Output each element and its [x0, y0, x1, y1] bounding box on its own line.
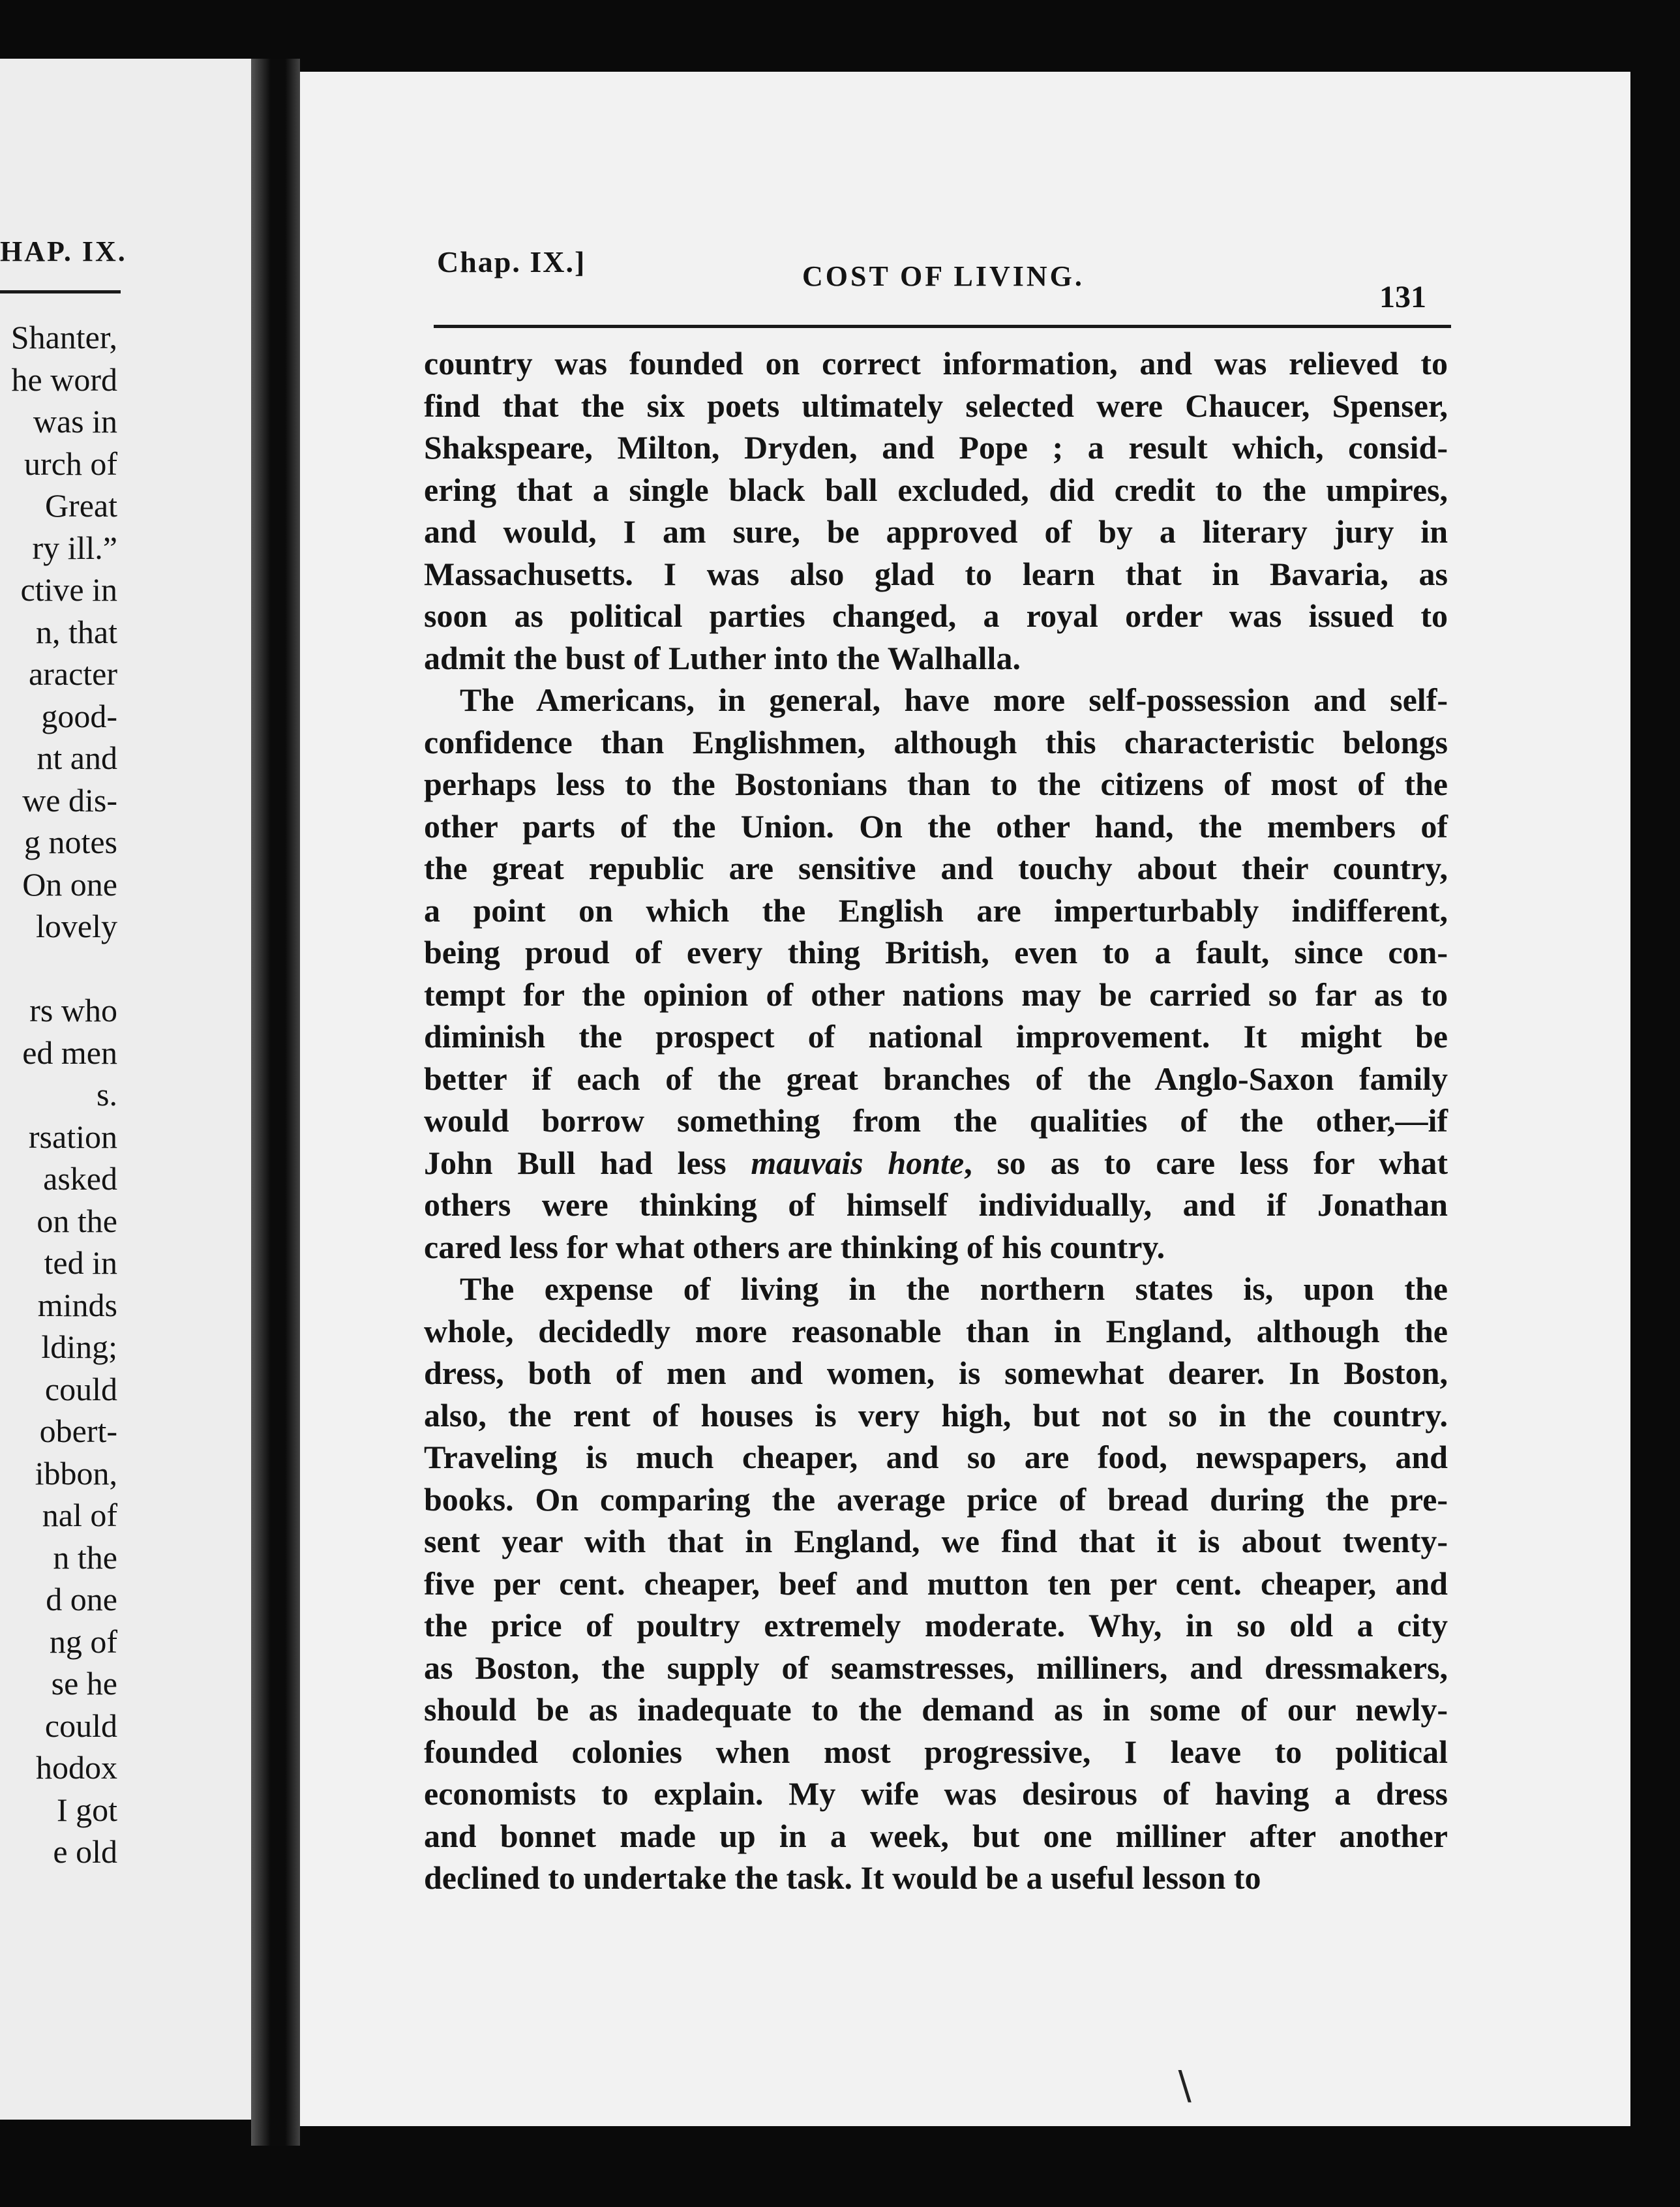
left-text-line: on the [37, 1202, 117, 1239]
text-line: admit the bust of Luther into the Walhalla. [424, 639, 1021, 676]
text-line: also, the rent of houses is very high, but not so in the country. [424, 1396, 1448, 1434]
head-rule [434, 325, 1451, 328]
text-line: perhaps less to the Bostonians than to the citizens of most of the [424, 766, 1448, 802]
text-line: diminish the prospect of national improvement. It might be [424, 1018, 1448, 1055]
paragraph [424, 1268, 1448, 1899]
left-text-line: rsation [28, 1118, 117, 1155]
left-running-head: HAP. IX. [0, 235, 127, 267]
left-text-line: nt and [37, 740, 117, 776]
paragraph [424, 679, 1448, 1268]
text-line: dress, both of men and women, is somewhat dearer. In Boston, [424, 1355, 1448, 1391]
left-text-line: aracter [29, 655, 117, 692]
left-page [0, 59, 251, 2120]
text-line: The expense of living in the northern states is, upon the [460, 1270, 1448, 1307]
text-line: Massachusetts. I was also glad to learn that in Bavaria, as [424, 555, 1448, 592]
text-line: and bonnet made up in a week, but one milliner after another [424, 1817, 1448, 1854]
left-head-rule [0, 290, 121, 293]
left-text-line: ng of [49, 1623, 117, 1660]
text-line: the price of poultry extremely moderate. Why, in so old a city [424, 1607, 1448, 1644]
left-text-line: ry ill.” [32, 529, 117, 566]
left-page-text [0, 316, 117, 1873]
book-gutter [251, 59, 300, 2146]
text-line: whole, decidedly more reasonable than in England, although the [424, 1312, 1448, 1349]
text-line: being proud of every thing British, even to a fault, since con- [424, 934, 1448, 970]
left-text-line: Shanter, [10, 319, 117, 355]
left-text-line: g notes [23, 824, 117, 860]
left-text-line: se he [51, 1665, 117, 1702]
left-text-line: could [44, 1707, 117, 1744]
left-text-line: n, that [36, 613, 117, 650]
text-line: and would, I am sure, be approved of by a literary jury in [424, 513, 1448, 550]
right-page [300, 72, 1630, 2126]
left-text-line: could [44, 1370, 117, 1407]
left-text-line: I got [56, 1791, 117, 1828]
text-line: a point on which the English are imperturbably indifferent, [424, 892, 1448, 929]
left-text-line: On one [22, 865, 117, 903]
left-text-line: Great [44, 487, 117, 524]
text-line: the great republic are sensitive and touchy about their country, [424, 850, 1448, 886]
left-text-line: ibbon, [35, 1454, 117, 1492]
text-line: declined to undertake the task. It would be a useful lesson to [424, 1859, 1261, 1896]
text-line: founded colonies when most progressive, I leave to political [424, 1733, 1448, 1770]
chapter-label: Chap. IX.] [437, 245, 586, 278]
left-text-line: nal of [42, 1497, 117, 1533]
text-line: Shakspeare, Milton, Dryden, and Pope ; a result which, consid- [424, 429, 1448, 466]
page-number: 131 [1379, 280, 1426, 314]
left-text-line: urch of [24, 445, 117, 482]
left-text-line: we dis- [22, 781, 117, 818]
body-text [424, 342, 1448, 1899]
paragraph [424, 342, 1448, 679]
left-text-line: n the [53, 1539, 117, 1576]
text-line: find that the six poets ultimately selected were Chaucer, Spenser, [424, 387, 1448, 424]
text-line: country was founded on correct information, and was relieved to [424, 345, 1448, 382]
text-line: cared less for what others are thinking of his country. [424, 1228, 1165, 1265]
text-line: books. On comparing the average price of bread during the pre- [424, 1480, 1448, 1518]
text-line: five per cent. cheaper, beef and mutton ten per cent. cheaper, and [424, 1565, 1448, 1602]
text-line: others were thinking of himself individually, and if Jonathan [424, 1186, 1448, 1223]
left-text-line: e old [53, 1833, 117, 1870]
left-text-line: minds [37, 1286, 117, 1323]
left-text-line: d one [46, 1581, 117, 1617]
text-line: economists to explain. My wife was desirous of having a dress [424, 1775, 1448, 1812]
text-line: better if each of the great branches of the Anglo-Saxon family [424, 1060, 1448, 1097]
left-text-line: good- [41, 697, 117, 734]
left-text-line: ted in [44, 1244, 117, 1281]
left-text-line: s. [97, 1076, 117, 1113]
text-line: would borrow something from the qualities of the other,—if [424, 1102, 1448, 1139]
left-text-line: was in [33, 403, 117, 440]
left-text-line: asked [43, 1160, 117, 1197]
text-line: tempt for the opinion of other nations may be carried so far as to [424, 976, 1448, 1013]
text-line: confidence than Englishmen, although this characteristic belongs [424, 723, 1448, 760]
left-text-line: hodox [36, 1749, 117, 1786]
text-line: The Americans, in general, have more self-possession and self- [460, 682, 1448, 718]
text-line: sent year with that in England, we find that it is about twenty- [424, 1523, 1448, 1559]
text-line: other parts of the Union. On the other hand, the members of [424, 807, 1448, 845]
text-line: John Bull had less mauvais honte, so as to care less for what [424, 1144, 1448, 1181]
left-text-line: ed men [22, 1034, 117, 1071]
left-text-line: ctive in [20, 571, 117, 608]
text-line: Traveling is much cheaper, and so are food, newspapers, and [424, 1439, 1448, 1475]
left-text-line: rs who [29, 992, 117, 1028]
text-line: soon as political parties changed, a royal order was issued to [424, 597, 1448, 634]
text-line: ering that a single black ball excluded, did credit to the umpires, [424, 471, 1448, 508]
left-text-line: lovely [36, 908, 117, 944]
left-text-line: obert- [39, 1413, 117, 1449]
left-text-line: lding; [41, 1329, 117, 1365]
ink-mark: ∖ [1171, 2065, 1196, 2109]
text-line: should be as inadequate to the demand as in some of our newly- [424, 1691, 1448, 1728]
page-title: COST OF LIVING. [802, 260, 1085, 292]
text-line: as Boston, the supply of seamstresses, milliners, and dressmakers, [424, 1649, 1448, 1686]
left-text-line [0, 948, 117, 990]
left-text-line: he word [11, 361, 117, 398]
